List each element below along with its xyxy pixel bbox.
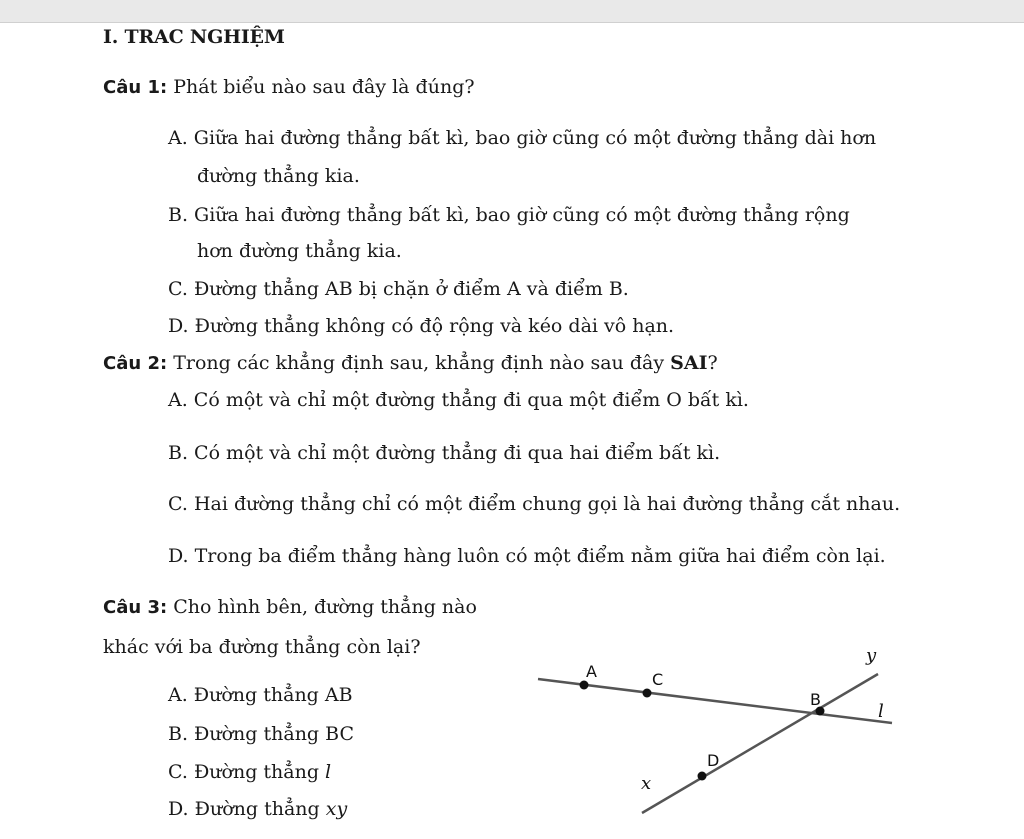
question-3-line1: Cho hình bên, đường thẳng nào	[173, 596, 477, 618]
point-a	[580, 681, 589, 690]
point-c	[643, 689, 652, 698]
q1-option-d: D. Đường thẳng không có độ rộng và kéo dài vô hạn.	[168, 315, 675, 337]
line-l	[538, 679, 892, 723]
question-1-label: Câu 1:	[103, 77, 168, 98]
label-a: A	[586, 662, 597, 681]
label-c: C	[652, 670, 664, 689]
q2-option-c: C. Hai đường thẳng chỉ có một điểm chung gọi là hai đường thẳng cắt nhau.	[168, 493, 901, 515]
question-1-text: Phát biểu nào sau đây là đúng?	[173, 76, 475, 98]
q1-option-c: C. Đường thẳng AB bị chặn ở điểm A và điểm B.	[168, 278, 629, 300]
q2-option-b: B. Có một và chỉ một đường thẳng đi qua hai điểm bất kì.	[168, 442, 721, 464]
question-3-line2: khác với ba đường thẳng còn lại?	[103, 636, 421, 658]
geometry-figure	[530, 613, 900, 833]
q3-option-c-var: l	[325, 761, 332, 783]
question-3	[103, 595, 477, 620]
question-1	[103, 75, 475, 100]
question-2-end: ?	[707, 352, 718, 374]
q1-option-b-line1: B. Giữa hai đường thẳng bất kì, bao giờ cũng có một đường thẳng rộng	[168, 204, 850, 226]
q3-option-b: B. Đường thẳng BC	[168, 723, 354, 745]
question-2-label: Câu 2:	[103, 353, 168, 374]
q2-option-d: D. Trong ba điểm thẳng hàng luôn có một điểm nằm giữa hai điểm còn lại.	[168, 545, 886, 567]
label-x: x	[641, 773, 652, 794]
question-3-label: Câu 3:	[103, 597, 168, 618]
q3-option-d-text: D. Đường thẳng	[168, 798, 320, 820]
q2-option-a: A. Có một và chỉ một đường thẳng đi qua một điểm O bất kì.	[168, 389, 749, 411]
q3-option-c-text: C. Đường thẳng	[168, 761, 319, 783]
q1-option-b-line2: hơn đường thẳng kia.	[197, 240, 402, 262]
q1-option-a-line1: A. Giữa hai đường thẳng bất kì, bao giờ cũng có một đường thẳng dài hơn	[168, 127, 877, 149]
q3-option-d-var: xy	[325, 798, 348, 820]
q3-option-c	[168, 760, 331, 784]
label-b: B	[810, 690, 821, 709]
q3-option-a: A. Đường thẳng AB	[168, 684, 353, 706]
q3-option-d	[168, 797, 347, 821]
section-title: I. TRAC NGHIỆM	[103, 26, 285, 48]
q1-option-a-line2: đường thẳng kia.	[197, 165, 360, 187]
question-2-text: Trong các khẳng định sau, khẳng định nào sau đây	[173, 352, 665, 374]
document-page	[0, 22, 1024, 839]
question-2	[103, 351, 718, 376]
label-y: y	[866, 645, 877, 666]
line-xy	[642, 674, 878, 813]
point-d	[698, 772, 707, 781]
label-l: l	[878, 701, 884, 722]
question-2-emphasis: SAI	[670, 352, 708, 374]
label-d: D	[707, 751, 720, 770]
